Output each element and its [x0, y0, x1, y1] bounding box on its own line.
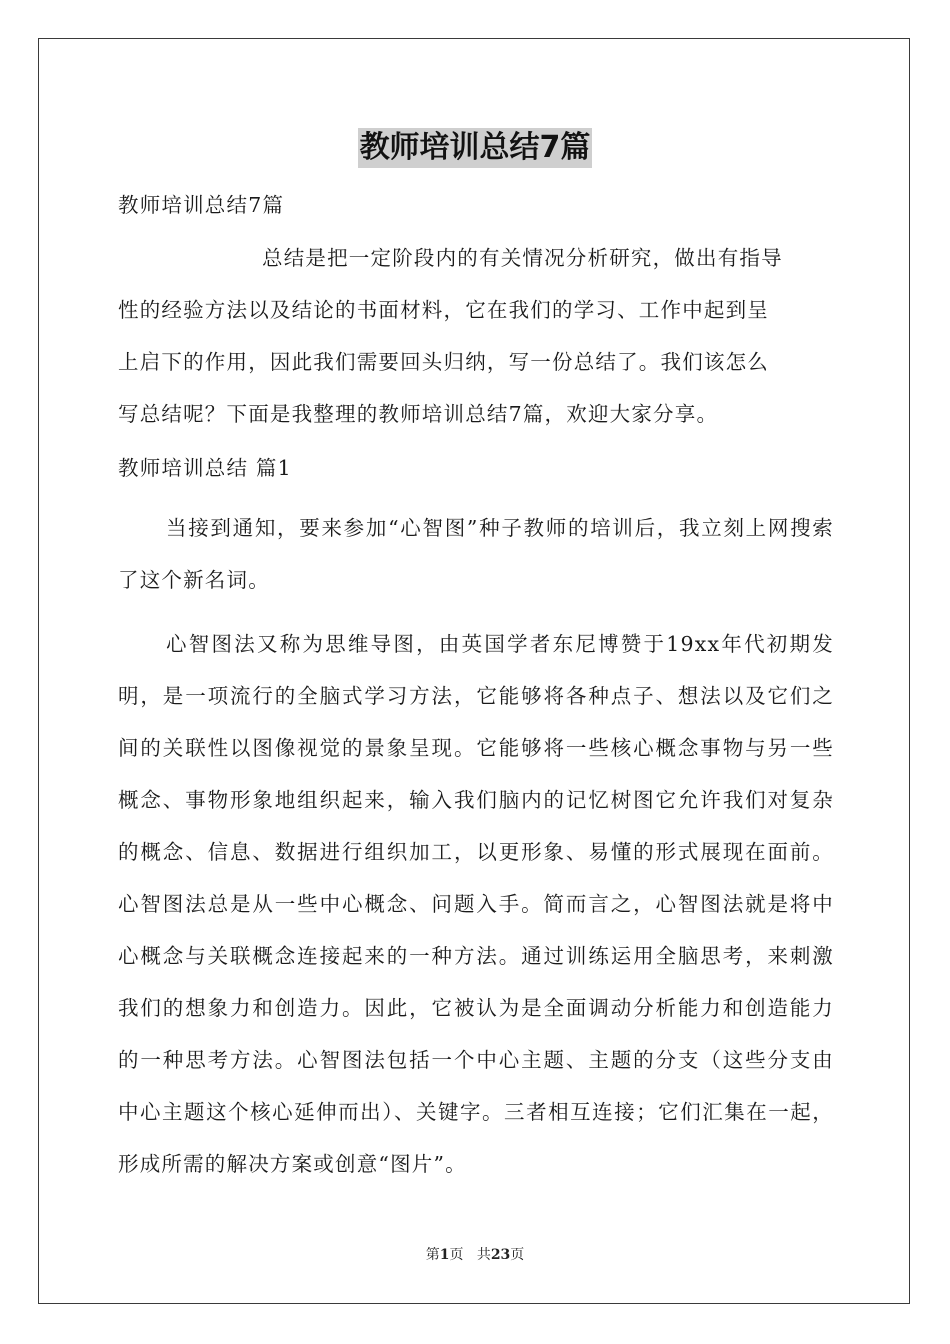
section-heading: 教师培训总结 篇1	[118, 456, 292, 480]
intro-paragraph	[118, 232, 834, 440]
document-body	[118, 180, 834, 1190]
body-paragraph: 心智图法又称为思维导图，由英国学者东尼博赞于19xx年代初期发明，是一项流行的全脑式学习方法，它能够将各种点子、想法以及它们之间的关联性以图像视觉的景象呈现。它能够将一些核心概念事物与另一些概念、事物形象地组织起来，输入我们脑内的记忆树图它允许我们对复杂的概念、信息、数据进行组织加工，以更形象、易懂的形式展现在面前。心智图法总是从一些中心概念、问题入手。简而言之，心智图法就是将中心概念与关联概念连接起来的一种方法。通过训练运用全脑思考，来刺激我们的想象力和创造力。因此，它被认为是全面调动分析能力和创造能力的一种思考方法。心智图法包括一个中心主题、主题的分支（这些分支由中心主题这个核心延伸而出）、关键字。三者相互连接；它们汇集在一起，形成所需的解决方案或创意“图片”。	[118, 632, 834, 1176]
body-paragraph: 当接到通知，要来参加“心智图”种子教师的培训后，我立刻上网搜索了这个新名词。	[118, 516, 834, 592]
footer-page-suffix: 页	[449, 1247, 464, 1263]
title-container	[0, 128, 950, 168]
document-title: 教师培训总结7篇	[358, 128, 593, 168]
footer-total-pages: 23	[490, 1247, 511, 1263]
footer-total-prefix: 共	[476, 1247, 491, 1263]
document-subtitle: 教师培训总结7篇	[118, 193, 285, 217]
intro-line: 总结是把一定阶段内的有关情况分析研究，做出有指导	[262, 246, 783, 270]
intro-line: 上启下的作用，因此我们需要回头归纳，写一份总结了。我们该怎么	[118, 350, 769, 374]
footer-total-suffix: 页	[510, 1247, 525, 1263]
intro-line: 性的经验方法以及结论的书面材料，它在我们的学习、工作中起到呈	[118, 298, 769, 322]
intro-line: 写总结呢？下面是我整理的教师培训总结7篇，欢迎大家分享。	[118, 402, 719, 426]
footer-prefix: 第	[425, 1247, 440, 1263]
footer-page-number: 1	[439, 1247, 450, 1263]
page-footer	[0, 1244, 950, 1264]
